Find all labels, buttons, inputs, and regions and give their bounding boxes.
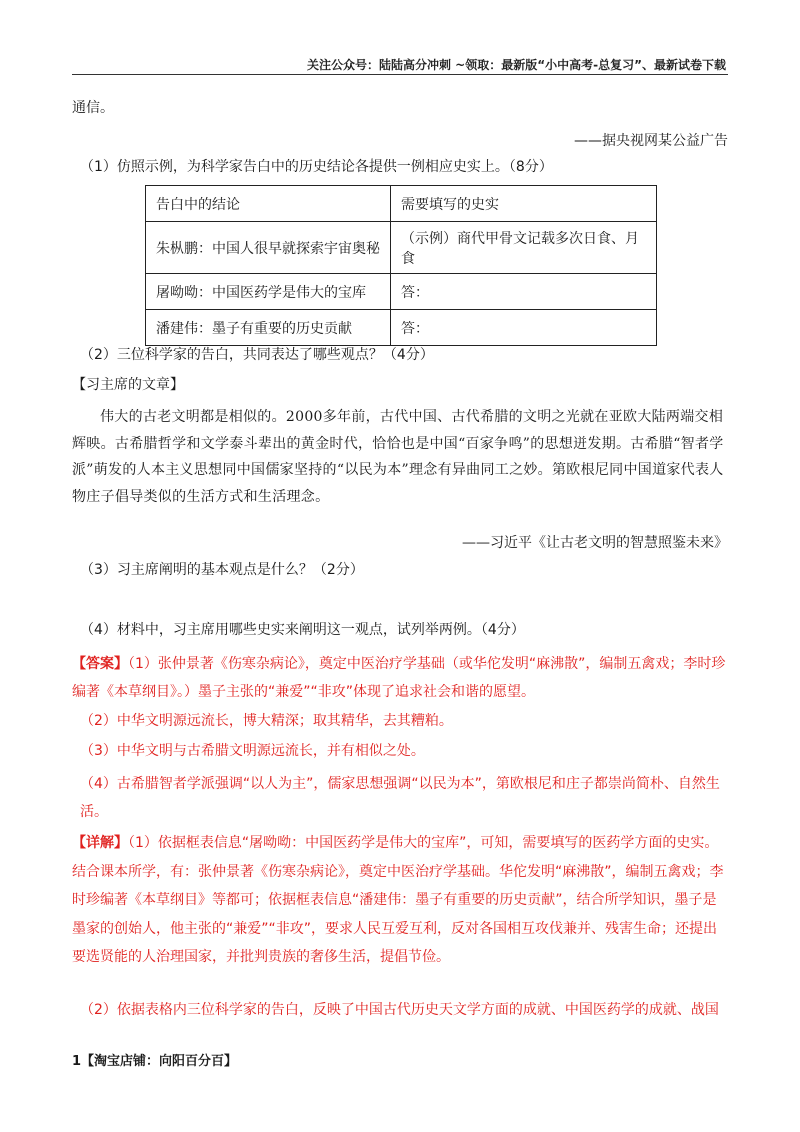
- table-row: [146, 274, 657, 310]
- detail-2: （2）依据表格内三位科学家的告白，反映了中国古代历史天文学方面的成就、中国医药学的成就、战国: [80, 1002, 719, 1018]
- conclusion-table: [145, 185, 657, 346]
- table-row: [146, 222, 657, 274]
- question-2: （2）三位科学家的告白，共同表达了哪些观点？（4分）: [80, 347, 434, 363]
- article-paragraph: 伟大的古老文明都是相似的。2000多年前，古代中国、古代希腊的文明之光就在亚欧大陆两端交相辉映。古希腊哲学和文学泰斗辈出的黄金时代，恰恰也是中国“百家争鸣”的思想迸发期。古希腊“智者学派”萌发的人本主义思想同中国儒家坚持的“以民为本”理念有异曲同工之妙。第欧根尼同中国道家代表人物庄子倡导类似的生活方式和生活理念。: [72, 409, 724, 505]
- table-cell: 潘建伟：墨子有重要的历史贡献: [146, 310, 391, 346]
- answer-2: （2）中华文明源远流长，博大精深；取其精华，去其糟粕。: [80, 713, 453, 729]
- detail-text: （1）依据框表信息“屠呦呦：中国医药学是伟大的宝库”，可知，需要填写的医药学方面的史实。结合课本所学，有：张仲景著《伤寒杂病论》，奠定中医治疗学基础。华佗发明“麻沸散”，编制五禽戏；李时珍编著《本草纲目》等都可；依据框表信息“潘建伟：墨子有重要的历史贡献”，结合所学知识，墨子是墨家的创始人，他主张的“兼爱”“非攻”，要求人民互爱互利，反对各国相互攻伐兼并、残害生命；还提出要选贤能的人治理国家，并批判贵族的奢侈生活，提倡节俭。: [72, 835, 724, 965]
- source-xi: ——习近平《让古老文明的智慧照鉴未来》: [462, 535, 728, 551]
- table-header-cell: 告白中的结论: [146, 186, 391, 222]
- table-row: [146, 310, 657, 346]
- source-cctv: ——据央视网某公益广告: [574, 133, 728, 149]
- detail-1: [72, 829, 728, 972]
- section-title: 【习主席的文章】: [72, 377, 184, 393]
- table-header-row: [146, 186, 657, 222]
- answer-3: （3）中华文明与古希腊文明源远流长，并有相似之处。: [80, 743, 425, 759]
- question-3: （3）习主席阐明的基本观点是什么？（2分）: [80, 562, 364, 578]
- table-cell: 答：: [391, 310, 657, 346]
- answer-label: 【答案】: [72, 656, 128, 672]
- answer-text: （1）张仲景著《伤寒杂病论》，奠定中医治疗学基础（或华佗发明“麻沸散”，编制五禽戏；李时珍编著《本草纲目》。）墨子主张的“兼爱”“非攻”体现了追求社会和谐的愿望。: [72, 656, 726, 700]
- table-cell: 答：: [391, 274, 657, 310]
- table-cell: （示例）商代甲骨文记载多次日食、月食: [391, 222, 657, 274]
- detail-label: 【详解】: [72, 835, 128, 851]
- intro-tail: 通信。: [72, 100, 114, 116]
- table-cell: 屠呦呦：中国医药学是伟大的宝库: [146, 274, 391, 310]
- header-divider: [72, 74, 728, 75]
- page-footer: 1【淘宝店铺：向阳百分百】: [72, 1054, 238, 1069]
- answer-4: （4）古希腊智者学派强调“以人为主”，儒家思想强调“以民为本”，第欧根尼和庄子都崇尚简朴、自然生活。: [80, 776, 720, 820]
- answer-1: [72, 650, 728, 706]
- table-header-cell: 需要填写的史实: [391, 186, 657, 222]
- page-header: 关注公众号：陆陆高分冲刺 ~领取：最新版“小中高考-总复习”、最新试卷下载: [307, 58, 726, 72]
- table-cell: 朱枞鹏：中国人很早就探索宇宙奥秘: [146, 222, 391, 274]
- question-4: （4）材料中，习主席用哪些史实来阐明这一观点，试列举两例。（4分）: [80, 622, 525, 638]
- question-1: （1）仿照示例，为科学家告白中的历史结论各提供一例相应史实上。（8分）: [80, 159, 553, 175]
